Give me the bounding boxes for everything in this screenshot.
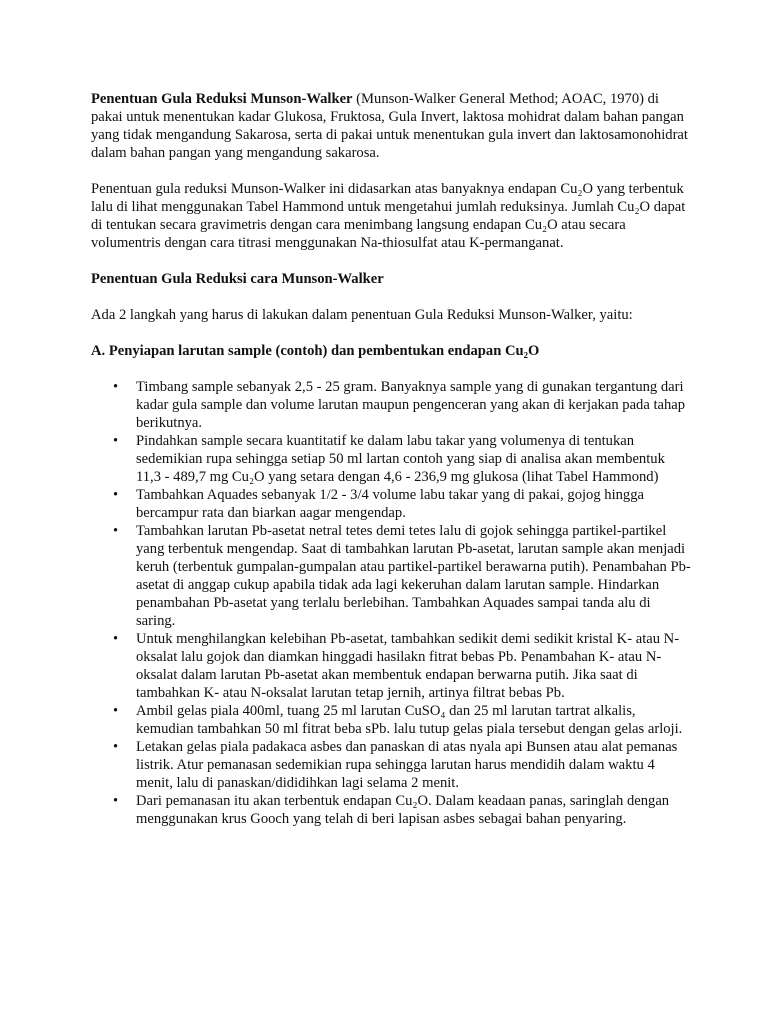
intro-text: (Munson-Walker General Method; AOAC, 1970) di pakai untuk menentukan kadar Glukosa, Fruktosa, Gula Invert, laktosa mohidrat dalam bahan pangan yang tidak mengandung Sakarosa, serta di pakai untuk menentukan gula invert dan laktosamonohidrat dalam bahan pangan yang mengandung sakarosa.: [91, 91, 688, 161]
list-item: • Ambil gelas piala 400ml, tuang 25 ml larutan CuSO₄ dan 25 ml larutan tartrat alkalis, kemudian tambahkan 50 ml fitrat beba sPb. lalu tutup gelas piala tersebut dengan gelas arloji.: [91, 702, 691, 738]
steps-intro-paragraph: Ada 2 langkah yang harus di lakukan dalam penentuan Gula Reduksi Munson-Walker, yaitu:: [91, 307, 633, 323]
steps-list: [91, 378, 691, 828]
principle-paragraph: Penentuan gula reduksi Munson-Walker ini didasarkan atas banyaknya endapan Cu₂O yang terbentuk lalu di lihat menggunakan Tabel Hammond untuk mengetahui jumlah reduksinya. Jumlah Cu₂O dapat di tentukan secara gravimetris dengan cara menimbang langsung endapan Cu₂O atau secara volumentris dengan cara titrasi menggunakan Na-thiosulfat atau K-permanganat.: [91, 181, 686, 251]
section-heading: [91, 270, 691, 288]
list-item: • Untuk menghilangkan kelebihan Pb-asetat, tambahkan sedikit demi sedikit kristal K- atau N-oksalat lalu gojok dan diamkan hinggadi hasilakn fitrat bebas Pb. Penambahan K- atau N- oksalat dalam larutan Pb-asetat akan membentuk endapan berwarna putih. Jika saat di tambahkan K- atau N-oksalat larutan tetap jernih, artinya filtrat bebas Pb.: [91, 630, 691, 702]
list-item: • Tambahkan larutan Pb-asetat netral tetes demi tetes lalu di gojok sehingga partikel-partikel yang terbentuk mengendap. Saat di tambahkan larutan Pb-asetat, larutan sample akan menjadi keruh (terbentuk gumpalan-gumpalan atau partikel-partikel berawarna putih). Penambahan Pb-asetat di anggap cukup apabila tidak ada lagi kekeruhan dalam larutan sample. Hindarkan penambahan Pb-asetat yang terlalu berlebihan. Tambahkan Aquades sampai tanda alu di saring.: [91, 522, 691, 630]
list-item: • Tambahkan Aquades sebanyak 1/2 - 3/4 volume labu takar yang di pakai, gojog hingga bercampur rata dan biarkan aagar mengendap.: [91, 486, 691, 522]
list-item: • Letakan gelas piala padakaca asbes dan panaskan di atas nyala api Bunsen atau alat pemanas listrik. Atur pemanasan sedemikian rupa sehingga larutan harus mendidih dalam waktu 4 menit, lalu di panaskan/dididihkan lagi selama 2 menit.: [91, 738, 691, 792]
intro-title: Penentuan Gula Reduksi Munson-Walker: [91, 91, 353, 107]
list-item: • Pindahkan sample secara kuantitatif ke dalam labu takar yang volumenya di tentukan sedemikian rupa sehingga setiap 50 ml lartan contoh yang siap di analisa akan membentuk 11,3 - 489,7 mg Cu₂O yang setara dengan 4,6 - 236,9 mg glukosa (lihat Tabel Hammond): [91, 432, 691, 486]
list-item: • Dari pemanasan itu akan terbentuk endapan Cu₂O. Dalam keadaan panas, saringlah dengan menggunakan krus Gooch yang telah di beri lapisan asbes sebagai bahan penyaring.: [91, 792, 691, 828]
subsection-heading: [91, 342, 691, 360]
intro-paragraph: [91, 90, 691, 162]
document-page: [91, 90, 691, 828]
section-heading-text: Penentuan Gula Reduksi cara Munson-Walker: [91, 271, 384, 287]
list-item: • Timbang sample sebanyak 2,5 - 25 gram. Banyaknya sample yang di gunakan tergantung dari kadar gula sample dan volume larutan maupun pengenceran yang akan di kerjakan pada tahap berikutnya.: [91, 378, 691, 432]
subsection-heading-text: A. Penyiapan larutan sample (contoh) dan pembentukan endapan Cu₂O: [91, 343, 540, 359]
